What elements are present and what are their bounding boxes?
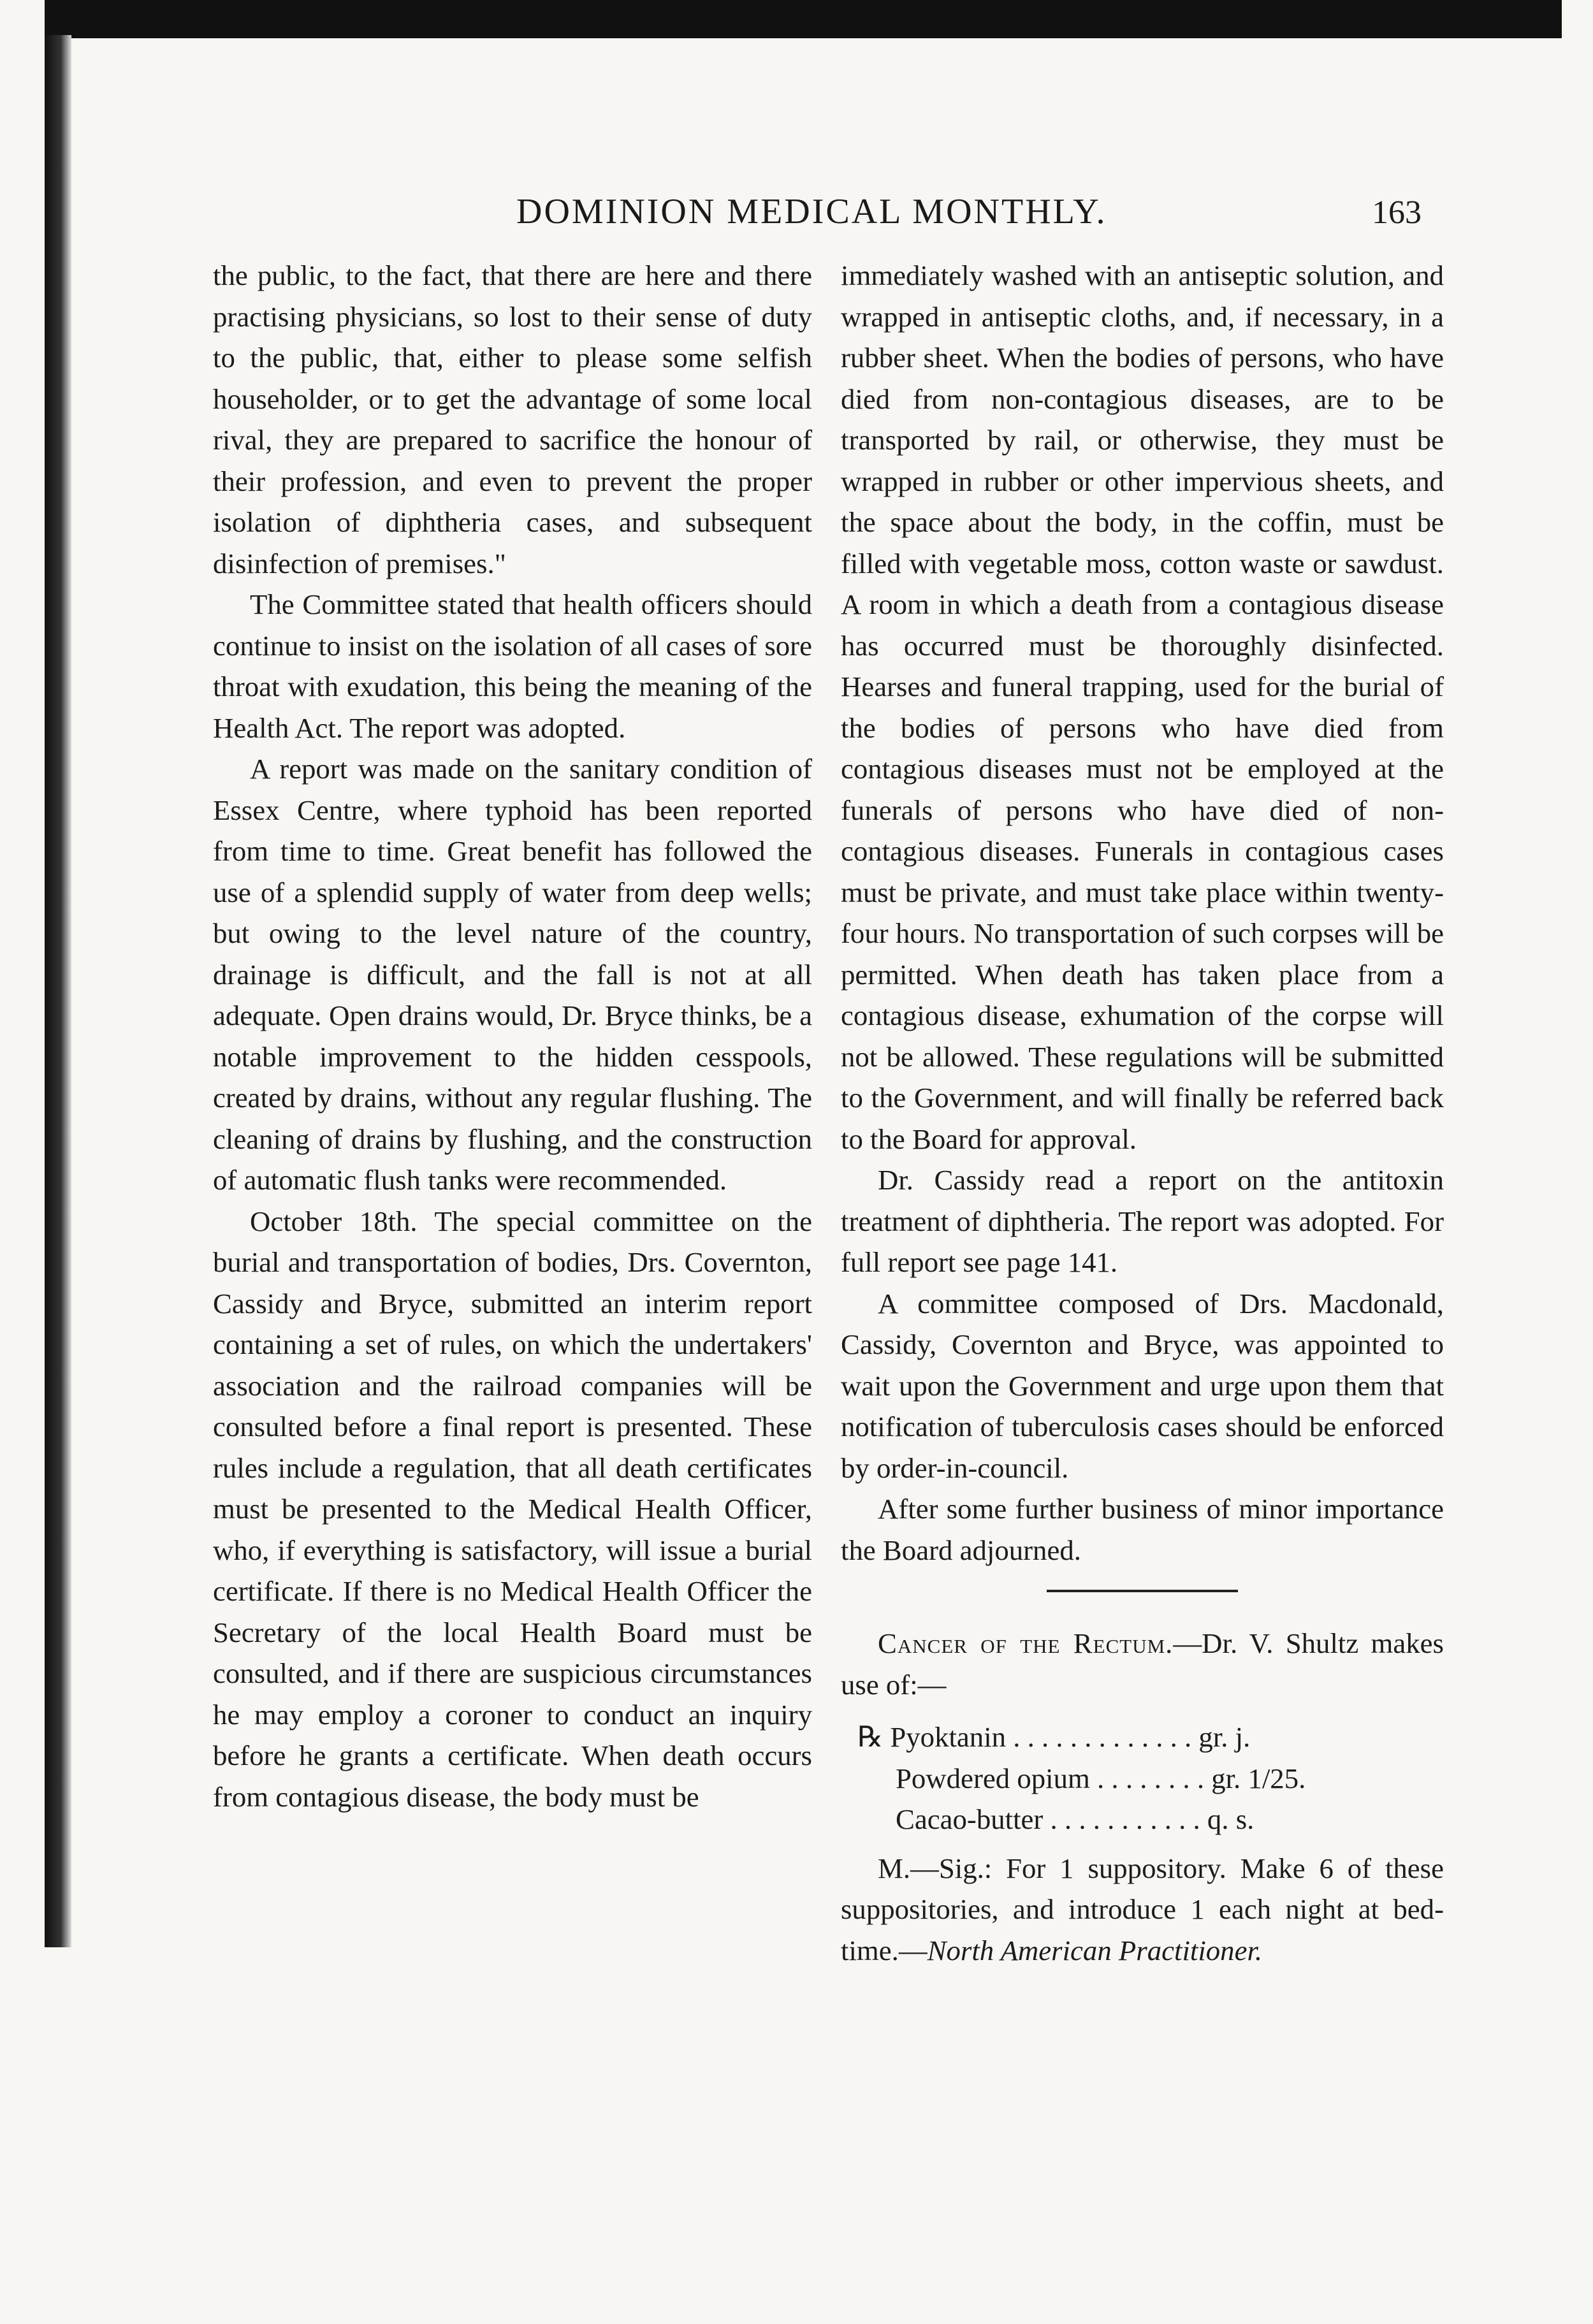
prescription-line: Cacao-butter . . . . . . . . . . . q. s.	[896, 1803, 1255, 1835]
scan-border-left	[45, 35, 71, 1947]
sig-text: M.—Sig.: For 1 suppository. Make 6 of these suppositories, and introduce 1 each night at bed-time.—	[841, 1852, 1444, 1966]
paragraph: Dr. Cassidy read a report on the antitoxin treatment of diphtheria. The report was adopted. For full report see page 141.	[841, 1164, 1444, 1278]
paragraph: the public, to the fact, that there are here and there practising physicians, so lost to their sense of duty to the public, that, either to please some selfish householder, or to get the advantage of some local rival, they are prepared to sacrifice the honour of their profession, and even to prevent the proper isolation of diphtheria cases, and subsequent disinfection of premises."	[213, 259, 812, 579]
paragraph: A committee composed of Drs. Macdonald, Cassidy, Covernton and Bryce, was appointed to wait upon the Government and urge upon them that notification of tuberculosis cases should be enforced by order-in-council.	[841, 1287, 1444, 1484]
left-column	[213, 255, 812, 1817]
signature-paragraph	[841, 1848, 1444, 1972]
right-column	[841, 255, 1444, 1971]
scan-border-top	[45, 0, 1562, 38]
prescription	[857, 1717, 1444, 1840]
paragraph: October 18th. The special committee on the burial and transportation of bodies, Drs. Covernton, Cassidy and Bryce, submitted an interim report containing a set of rules, on which the undertakers' association and the railroad companies will be consulted before a final report is presented. These rules include a regulation, that all death certificates must be presented to the Medical Health Officer, who, if everything is satisfactory, will issue a burial certificate. If there is no Medical Health Officer the Secretary of the local Health Board must be consulted, and if there are suspicious circumstances he may employ a coroner to conduct an inquiry before he grants a certificate. When death occurs from contagious disease, the body must be	[213, 1205, 812, 1813]
section-divider	[1047, 1590, 1238, 1592]
journal-title: DOMINION MEDICAL MONTHLY.	[516, 192, 1107, 231]
paragraph: After some further business of minor importance the Board adjourned.	[841, 1493, 1444, 1566]
paragraph: A report was made on the sanitary condition of Essex Centre, where typhoid has been reported from time to time. Great benefit has followed the use of a splendid supply of water from deep wells; but owing to the level nature of the country, drainage is difficult, and the fall is not at all adequate. Open drains would, Dr. Bryce thinks, be a notable improvement to the hidden cesspools, created by drains, without any regular flushing. The cleaning of drains by flushing, and the construction of automatic flush tanks were recommended.	[213, 753, 812, 1196]
prescription-line: Powdered opium . . . . . . . . gr. 1/25.	[896, 1762, 1306, 1794]
cancer-paragraph	[841, 1623, 1444, 1705]
page-number: 163	[1372, 194, 1422, 231]
paragraph: The Committee stated that health officers should continue to insist on the isolation of all cases of sore throat with exudation, this being the meaning of the Health Act. The report was adopted.	[213, 588, 812, 744]
running-header	[210, 191, 1422, 242]
cancer-intro: —Dr. V. Shultz makes use of:—	[841, 1627, 1444, 1701]
source-citation: North American Practitioner.	[927, 1934, 1263, 1966]
cancer-heading: Cancer of the Rectum.	[878, 1627, 1174, 1659]
paragraph: immediately washed with an antiseptic solution, and wrapped in antiseptic cloths, and, if necessary, in a rubber sheet. When the bodies of persons, who have died from non-contagious diseases, are to be transported by rail, or otherwise, they must be wrapped in rubber or other impervious sheets, and the space about the body, in the coffin, must be filled with vegetable moss, cotton waste or sawdust. A room in which a death from a contagious disease has occurred must be thoroughly disinfected. Hearses and funeral trapping, used for the burial of the bodies of persons who have died from contagious diseases must not be employed at the funerals of persons who have died of non-contagious diseases. Funerals in contagious cases must be private, and must take place within twenty-four hours. No transportation of such corpses will be permitted. When death has taken place from a contagious disease, exhumation of the corpse will not be allowed. These regulations will be submitted to the Government, and will finally be referred back to the Board for approval.	[841, 259, 1444, 1155]
prescription-line: ℞ Pyoktanin . . . . . . . . . . . . . gr. j.	[857, 1721, 1251, 1753]
